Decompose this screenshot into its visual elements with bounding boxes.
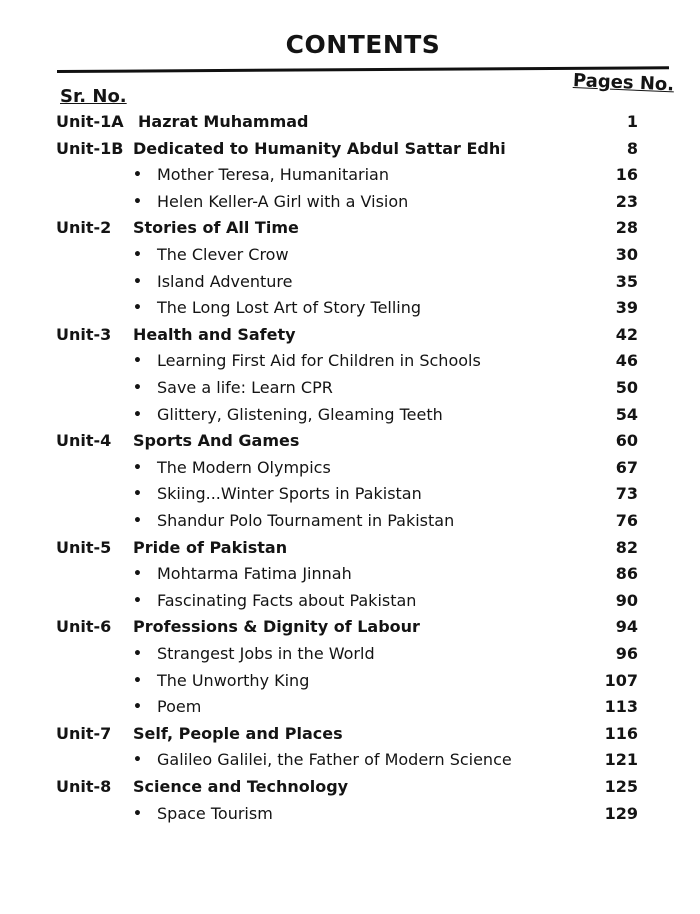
lesson-title: Learning First Aid for Children in Schools [157, 351, 481, 370]
unit-number: Unit-2 [56, 218, 112, 237]
unit-title: Pride of Pakistan [133, 538, 288, 557]
page-title: CONTENTS [285, 30, 441, 59]
unit-number: Unit-8 [56, 777, 112, 796]
page-number: 46 [615, 351, 638, 370]
page-number: 76 [615, 511, 638, 530]
page-number: 94 [615, 617, 638, 636]
toc-sub-row [0, 562, 700, 586]
page-number: 107 [604, 671, 638, 690]
bullet-icon: • [133, 646, 142, 662]
unit-number: Unit-1B [56, 139, 124, 158]
toc-sub-row [0, 190, 700, 214]
toc-sub-row [0, 589, 700, 613]
page-number: 39 [615, 298, 638, 317]
toc-unit-row [0, 536, 700, 560]
toc-unit-row [0, 323, 700, 347]
unit-title: Dedicated to Humanity Abdul Sattar Edhi [133, 139, 506, 158]
unit-number: Unit-5 [56, 538, 112, 557]
bullet-icon: • [133, 806, 142, 822]
lesson-title: The Long Lost Art of Story Telling [157, 298, 422, 317]
page-number: 8 [626, 139, 638, 158]
lesson-title: Helen Keller-A Girl with a Vision [157, 192, 409, 211]
page-number: 35 [615, 272, 638, 291]
toc-sub-row [0, 163, 700, 187]
lesson-title: Space Tourism [157, 804, 273, 823]
unit-number: Unit-3 [56, 325, 112, 344]
page-number: 121 [604, 750, 638, 769]
bullet-icon: • [133, 752, 142, 768]
toc-sub-row [0, 376, 700, 400]
toc-unit-row [0, 722, 700, 746]
unit-title: Professions & Dignity of Labour [133, 617, 420, 636]
lesson-title: Mohtarma Fatima Jinnah [157, 564, 352, 583]
lesson-title: Skiing...Winter Sports in Pakistan [157, 484, 422, 503]
unit-title: Health and Safety [133, 325, 296, 344]
bullet-icon: • [133, 673, 142, 689]
page-number: 90 [615, 591, 638, 610]
unit-title: Self, People and Places [133, 724, 343, 743]
toc-sub-row [0, 669, 700, 693]
page-number: 67 [615, 458, 638, 477]
page-number: 54 [615, 405, 638, 424]
serial-number-header: Sr. No. [60, 86, 127, 107]
page-number: 73 [615, 484, 638, 503]
unit-number: Unit-1A [56, 112, 124, 131]
lesson-title: Galileo Galilei, the Father of Modern Science [157, 750, 512, 769]
unit-number: Unit-6 [56, 617, 112, 636]
page-number: 1 [626, 112, 638, 131]
toc-sub-row [0, 349, 700, 373]
bullet-icon: • [133, 699, 142, 715]
bullet-icon: • [133, 593, 142, 609]
unit-title: Science and Technology [133, 777, 349, 796]
page-number: 125 [604, 777, 638, 796]
toc-unit-row [0, 110, 700, 134]
page-number: 60 [615, 431, 638, 450]
page-number: 16 [615, 165, 638, 184]
page-number: 116 [604, 724, 638, 743]
page-number: 129 [604, 804, 638, 823]
toc-sub-row [0, 642, 700, 666]
bullet-icon: • [133, 353, 142, 369]
bullet-icon: • [133, 460, 142, 476]
toc-unit-row [0, 429, 700, 453]
toc-sub-row [0, 403, 700, 427]
unit-number: Unit-7 [56, 724, 112, 743]
toc-sub-row [0, 482, 700, 506]
lesson-title: The Unworthy King [157, 671, 310, 690]
toc-sub-row [0, 748, 700, 772]
toc-unit-row [0, 216, 700, 240]
bullet-icon: • [133, 486, 142, 502]
bullet-icon: • [133, 513, 142, 529]
bullet-icon: • [133, 566, 142, 582]
lesson-title: The Modern Olympics [157, 458, 331, 477]
toc-unit-row [0, 137, 700, 161]
lesson-title: Shandur Polo Tournament in Pakistan [157, 511, 455, 530]
lesson-title: Strangest Jobs in the World [157, 644, 375, 663]
bullet-icon: • [133, 167, 142, 183]
bullet-icon: • [133, 247, 142, 263]
toc-sub-row [0, 243, 700, 267]
page-number: 23 [615, 192, 638, 211]
page-number-header: Pages No. [572, 70, 675, 96]
page-number: 28 [615, 218, 638, 237]
lesson-title: Glittery, Glistening, Gleaming Teeth [157, 405, 443, 424]
page-number: 30 [615, 245, 638, 264]
toc-sub-row [0, 270, 700, 294]
toc-sub-row [0, 296, 700, 320]
toc-unit-row [0, 775, 700, 799]
page-number: 113 [604, 697, 638, 716]
bullet-icon: • [133, 274, 142, 290]
toc-unit-row [0, 615, 700, 639]
bullet-icon: • [133, 194, 142, 210]
toc-sub-row [0, 456, 700, 480]
unit-title: Stories of All Time [133, 218, 299, 237]
page-number: 96 [615, 644, 638, 663]
page-number: 50 [615, 378, 638, 397]
lesson-title: The Clever Crow [157, 245, 289, 264]
bullet-icon: • [133, 407, 142, 423]
toc-sub-row [0, 695, 700, 719]
bullet-icon: • [133, 300, 142, 316]
toc-sub-row [0, 802, 700, 826]
lesson-title: Island Adventure [157, 272, 293, 291]
bullet-icon: • [133, 380, 142, 396]
unit-number: Unit-4 [56, 431, 112, 450]
lesson-title: Save a life: Learn CPR [157, 378, 333, 397]
lesson-title: Poem [157, 697, 202, 716]
lesson-title: Fascinating Facts about Pakistan [157, 591, 417, 610]
lesson-title: Mother Teresa, Humanitarian [157, 165, 389, 184]
page-number: 42 [615, 325, 638, 344]
unit-title: Hazrat Muhammad [138, 112, 309, 131]
toc-sub-row [0, 509, 700, 533]
unit-title: Sports And Games [133, 431, 300, 450]
page-number: 86 [615, 564, 638, 583]
page-number: 82 [615, 538, 638, 557]
